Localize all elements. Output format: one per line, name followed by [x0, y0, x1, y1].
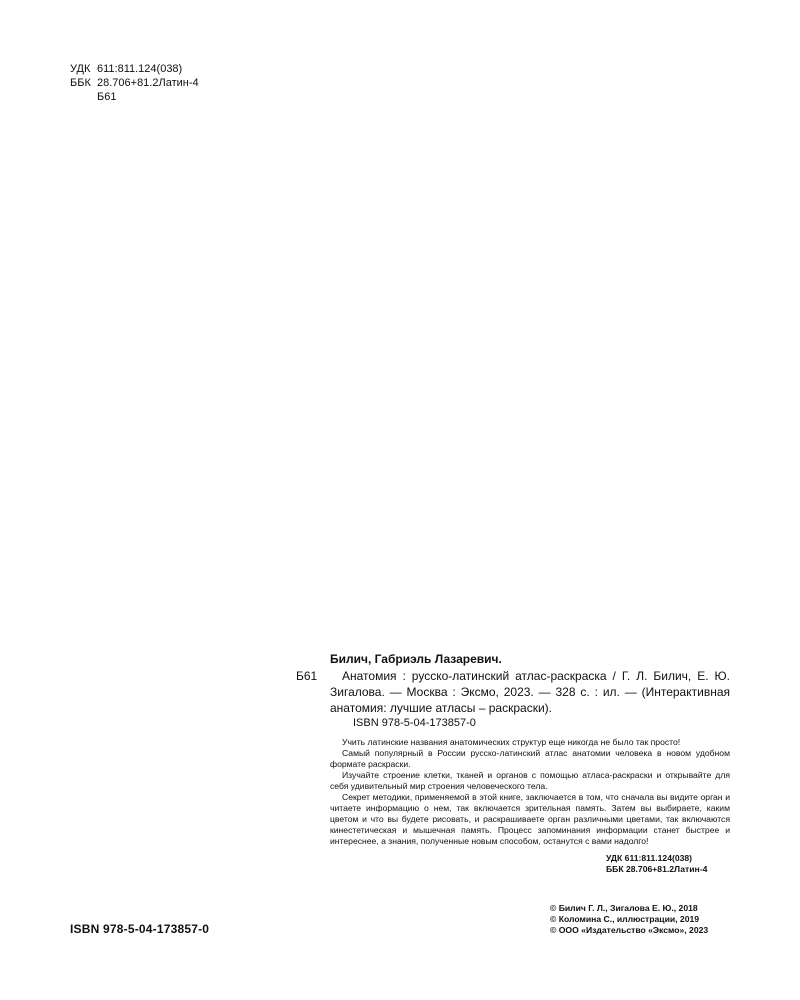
copyright-line: © ООО «Издательство «Эксмо», 2023 [550, 925, 709, 935]
annotation-paragraph: Изучайте строение клетки, тканей и органов с помощью атласа-раскраски и открывайте для себя удивительный мир строения человеческого тела. [330, 770, 730, 791]
card-author: Билич, Габриэль Лазаревич. [330, 652, 502, 666]
udk-line [70, 62, 199, 76]
card-bbk: ББК 28.706+81.2Латин-4 [606, 864, 708, 874]
card-isbn: ISBN 978-5-04-173857-0 [353, 717, 476, 729]
annotation-paragraph: Секрет методики, применяемой в этой книге, заключается в том, что сначала вы видите орган и читаете информацию о нем, так включается зрительная память. Затем вы выбираете, каким цветом и что вы будете рисовать, и раскрашиваете орган различными цветами, так включаются кинестетическая и мышечная память. Процесс запоминания информации станет быстрее и интереснее, а знания, полученные новым способом, останутся с вами надолго! [330, 792, 730, 846]
card-classification [606, 853, 707, 875]
udk-value: 611:811.124(038) [97, 63, 183, 75]
copyright-line: © Коломина С., иллюстрации, 2019 [550, 914, 700, 924]
copyright-block [550, 903, 708, 936]
card-author-mark: Б61 [296, 669, 318, 683]
footer-isbn: ISBN 978-5-04-173857-0 [70, 922, 210, 936]
bbk-label: ББК [70, 77, 91, 89]
card-udk: УДК 611:811.124(038) [606, 853, 693, 863]
copyright-line: © Билич Г. Л., Зигалова Е. Ю., 2018 [550, 903, 698, 913]
annotation-paragraph: Самый популярный в России русско-латинский атлас анатомии человека в новом удобном формате раскраски. [330, 748, 730, 769]
bbk-value: 28.706+81.2Латин-4 [97, 77, 199, 89]
udk-label: УДК [70, 63, 91, 75]
bbk-line [70, 76, 199, 90]
card-annotation [330, 737, 730, 847]
classification-codes [70, 62, 199, 104]
author-mark: Б61 [97, 91, 117, 103]
card-description: Анатомия : русско-латинский атлас-раскраска / Г. Л. Билич, Е. Ю. Зигалова. — Москва : Эксмо, 2023. — 328 с. : ил. — (Интерактивная анатомия: лучшие атласы – раскраски). [330, 669, 730, 715]
annotation-paragraph: Учить латинские названия анатомических структур еще никогда не было так просто! [342, 737, 681, 747]
